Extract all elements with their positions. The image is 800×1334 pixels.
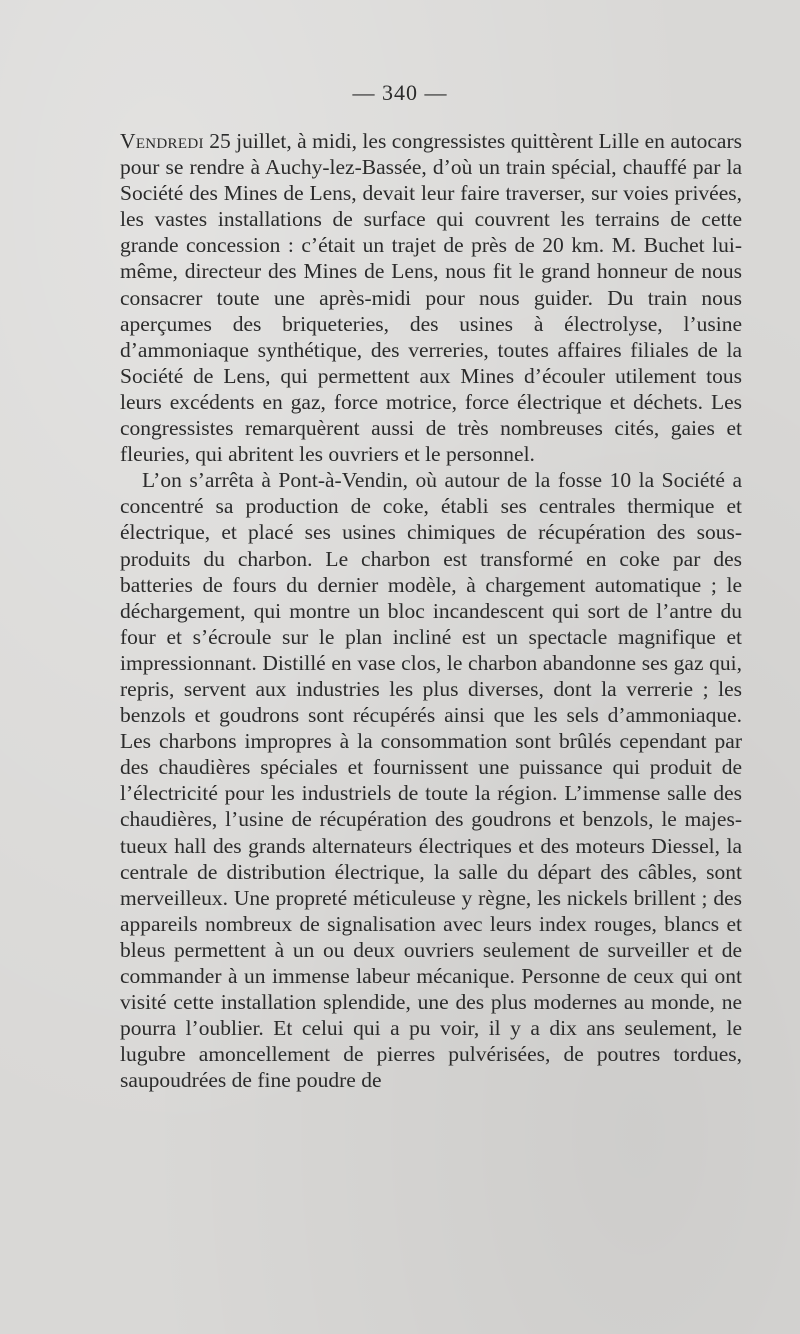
page-number: — 340 — xyxy=(352,80,448,105)
body-text xyxy=(120,128,742,1093)
paragraph-1 xyxy=(120,128,742,467)
paragraph-1-text: 25 juillet, à midi, les congressistes quittèrent Lille en autocars pour se rendre à Auchy-lez-Bassée, d’où un train spécial, chauffé par la Société des Mines de Lens, devait leur faire traverser, sur voies privées, les vastes installations de surface qui couvrent les terrains de cette grande concession : c’était un trajet de près de 20 km. M. Buchet lui-même, directeur des Mines de Lens, nous fit le grand honneur de nous consacrer toute une après-midi pour nous guider. Du train nous aperçumes des briqueteries, des usines à électrolyse, l’usine d’ammoniaque synthétique, des verreries, toutes affaires filiales de la Société de Lens, qui permettent aux Mines d’écouler utilement tous leurs excédents en gaz, force motrice, force électrique et déchets. Les congressistes remarquèrent aussi de très nombreuses cités, gaies et fleuries, qui abritent les ouvriers et le personnel. xyxy=(120,129,742,467)
paragraph-2: L’on s’arrêta à Pont-à-Vendin, où autour de la fosse 10 la Société a concentré sa production de coke, établi ses centrales thermique et électrique, et placé ses usines chimiques de récupération des sous-produits du charbon. Le charbon est transformé en coke par des batteries de fours du dernier modèle, à chargement automatique ; le déchargement, qui montre un bloc incandescent qui sort de l’antre du four et s’écroule sur le plan incliné est un spectacle magnifique et impressionnant. Distillé en vase clos, le charbon abandonne ses gaz qui, repris, servent aux industries les plus diverses, dont la verrerie ; les benzols et goudrons sont récupérés ainsi que les sels d’ammoniaque. Les charbons impropres à la consommation sont brûlés cependant par des chaudières spéciales et fournissent une puissance qui produit de l’électricité pour les industriels de toute la région. L’immense salle des chaudières, l’usine de récupération des goudrons et benzols, le majestueux hall des grands alternateurs électriques et des moteurs Diessel, la centrale de distribution électrique, la salle du départ des câbles, sont merveilleux. Une propreté méticuleuse y règne, les nickels brillent ; des appareils nombreux de signalisation avec leurs index rouges, blancs et bleus permettent à un ou deux ouvriers seulement de surveiller et de commander à un immense labeur mécanique. Personne de ceux qui ont visité cette installation splendide, une des plus modernes au monde, ne pourra l’oublier. Et celui qui a pu voir, il y a dix ans seulement, le lugubre amoncellement de pierres pulvérisées, de poutres tordues, saupoudrées de fine poudre de xyxy=(120,468,742,1093)
paragraph-lead-word: Vendredi xyxy=(120,129,204,153)
